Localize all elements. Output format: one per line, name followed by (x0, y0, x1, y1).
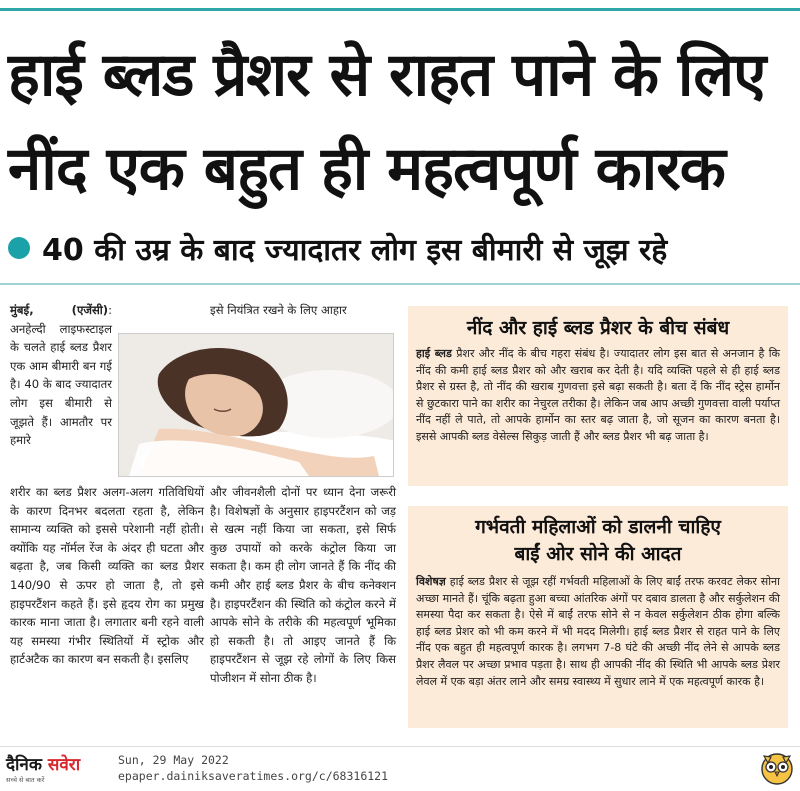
top-rule (0, 8, 800, 11)
box2-title-line-1: गर्भवती महिलाओं को डालनी चाहिए (475, 516, 721, 538)
epaper-url[interactable]: epaper.dainiksaveratimes.org/c/68316121 (118, 769, 389, 783)
sidebar-box-pregnant-women (408, 506, 788, 728)
article-column-1-top (10, 301, 112, 450)
logo-wordmark (6, 752, 112, 775)
sleeping-woman-illustration (119, 334, 393, 476)
subheadline-rule (0, 283, 800, 285)
headline (8, 28, 792, 216)
dainik-savera-logo[interactable] (6, 752, 112, 786)
box1-body (408, 340, 788, 446)
box2-text: हाई ब्लड प्रैशर से जूझ रहीं गर्भवती महिलाओं के लिए बाईं तरफ करवट लेकर सोना अच्छा मानते हैं। चूंकि बढ़ता हुआ बच्चा आंतरिक अंगों पर दबाव डालता है और सर्कुलेशन की समस्या पैदा कर सकता है। ऐसे में बाईं तरफ सोने से न केवल सर्कुलेशन ठीक होगा बल्कि हाई ब्लड प्रेशर को भी कम करने में भी मदद मिलेगी। हाई ब्लड प्रैशर से राहत पाने के लिए नींद एक बहुत ही महत्वपूर्ण कारक है। लगभग 7-8 घंटे की अच्छी नींद लेने से आपके ब्लड प्रैशर लैवल पर अच्छा प्रभाव पड़ता है। साथ ही आपकी नींद की स्थिति भी आपके ब्लड प्रेशर लेवल में एक बड़ा अंतर लाने और समग्र स्वास्थ्य में सुधार लाने में एक महत्वपूर्ण कारक है। (416, 575, 780, 688)
footer-meta (118, 752, 388, 784)
logo-part-1: दैनिक (6, 755, 48, 775)
sleeping-woman-photo (118, 333, 394, 477)
box2-title-line-2: बाईं ओर सोने की आदत (514, 543, 682, 565)
bullet-dot-icon (8, 237, 30, 259)
subheadline-row (8, 228, 792, 268)
owl-mascot-icon (758, 748, 796, 786)
article-column-2-bottom: और जीवनशैली दोनों पर ध्यान देना जरूरी है। विशेषज्ञों के अनुसार हाइपरटैंशन को जड़ से खत्म नहीं किया जा सकता, इसे सिर्फ कुछ उपायों को करके कंट्रोल किया जा सकता है। कम ही लोग जानते हैं कि नींद की कमी और हाई ब्लड प्रैशर के बीच कनेक्शन है। हाइपरटैंशन की स्थिति को कंट्रोल करने में आपके सोने के तरीके की महत्वपूर्ण भूमिका हो सकती है। तो आइए जानते हैं कि हाइपरटैंशन से जूझ रहे लोगों के लिए किस पोजीशन में सोना ठीक है। (210, 485, 396, 685)
logo-part-2: सवेरा (47, 755, 81, 775)
sidebar-box-sleep-bp (408, 306, 788, 486)
subheadline: 40 की उम्र के बाद ज्यादातर लोग इस बीमारी से जूझ रहे (42, 232, 668, 268)
article-column-2-top: इसे नियंत्रित रखने के लिए आहार (210, 303, 347, 317)
article-column-1-bottom: शरीर का ब्लड प्रैशर अलग-अलग गतिविधियों के कारण दिनभर बदलता रहता है, लेकिन सामान्य व्यक्ति को इससे परेशानी नहीं होती। क्योंकि यह नॉर्मल रेंज के अंदर ही घटता और बढ़ता है, जब किसी व्यक्ति का ब्लड प्रैशर 140/90 से ऊपर हो जाता है, तो इसे हाइपरटैंशन कहते हैं। इसे हृदय रोग का प्रमुख कारक माना जाता है। लगातार बनी रहने वाली यह समस्या गंभीर स्थितियों में स्ट्रोक और हार्टअटैक का कारण बन सकती है। इसलिए (10, 485, 204, 667)
headline-line-2: नींद एक बहुत ही महत्वपूर्ण कारक (8, 134, 725, 204)
box1-lead: हाई ब्लड (416, 347, 452, 360)
box1-text: प्रैशर और नींद के बीच गहरा संबंध है। ज्यादातर लोग इस बात से अनजान है कि नींद की कमी हाई ब्लड प्रैशर को और खराब कर देती है। यदि व्यक्ति पहले से ही हाई ब्लड प्रैशर से ग्रस्त है, तो नींद की खराब गुणवत्ता इसे बढ़ा सकती है। बता दें कि नींद स्ट्रेस हार्मोन से छुटकारा पाने का शरीर का नेचुरल तरीका है। लेकिन जब आप अच्छी गुणवत्ता वाली पर्याप्त नींद नहीं ले पाते, तो आपके हार्मोन का स्तर बढ़ जाता है, जो सूजन का कारण बनता है। इससे आपकी ब्लड वेसेल्स सिकुड़ जाती हैं और ब्लड प्रैशर भी बढ़ जाता है। (416, 347, 780, 443)
footer-rule (0, 746, 800, 747)
publish-date: Sun, 29 May 2022 (118, 753, 229, 767)
article-text-col1-top: : अनहेल्दी लाइफस्टाइल के चलते हाई ब्लड प्रैशर एक आम बीमारी बन गई है। 40 के बाद ज्यादातर लोग इस बीमारी से जूझते हैं। आमतौर पर हमारे (10, 303, 112, 448)
box2-title (408, 506, 788, 568)
box2-body (408, 568, 788, 690)
box2-lead: विशेषज्ञ (416, 575, 446, 588)
logo-tagline: सच्चे से बात करें (6, 776, 45, 784)
headline-line-1: हाई ब्लड प्रैशर से राहत पाने के लिए (8, 40, 766, 110)
box1-title: नींद और हाई ब्लड प्रैशर के बीच संबंध (466, 317, 730, 339)
dateline: मुंबई, (एजेंसी) (10, 303, 109, 317)
